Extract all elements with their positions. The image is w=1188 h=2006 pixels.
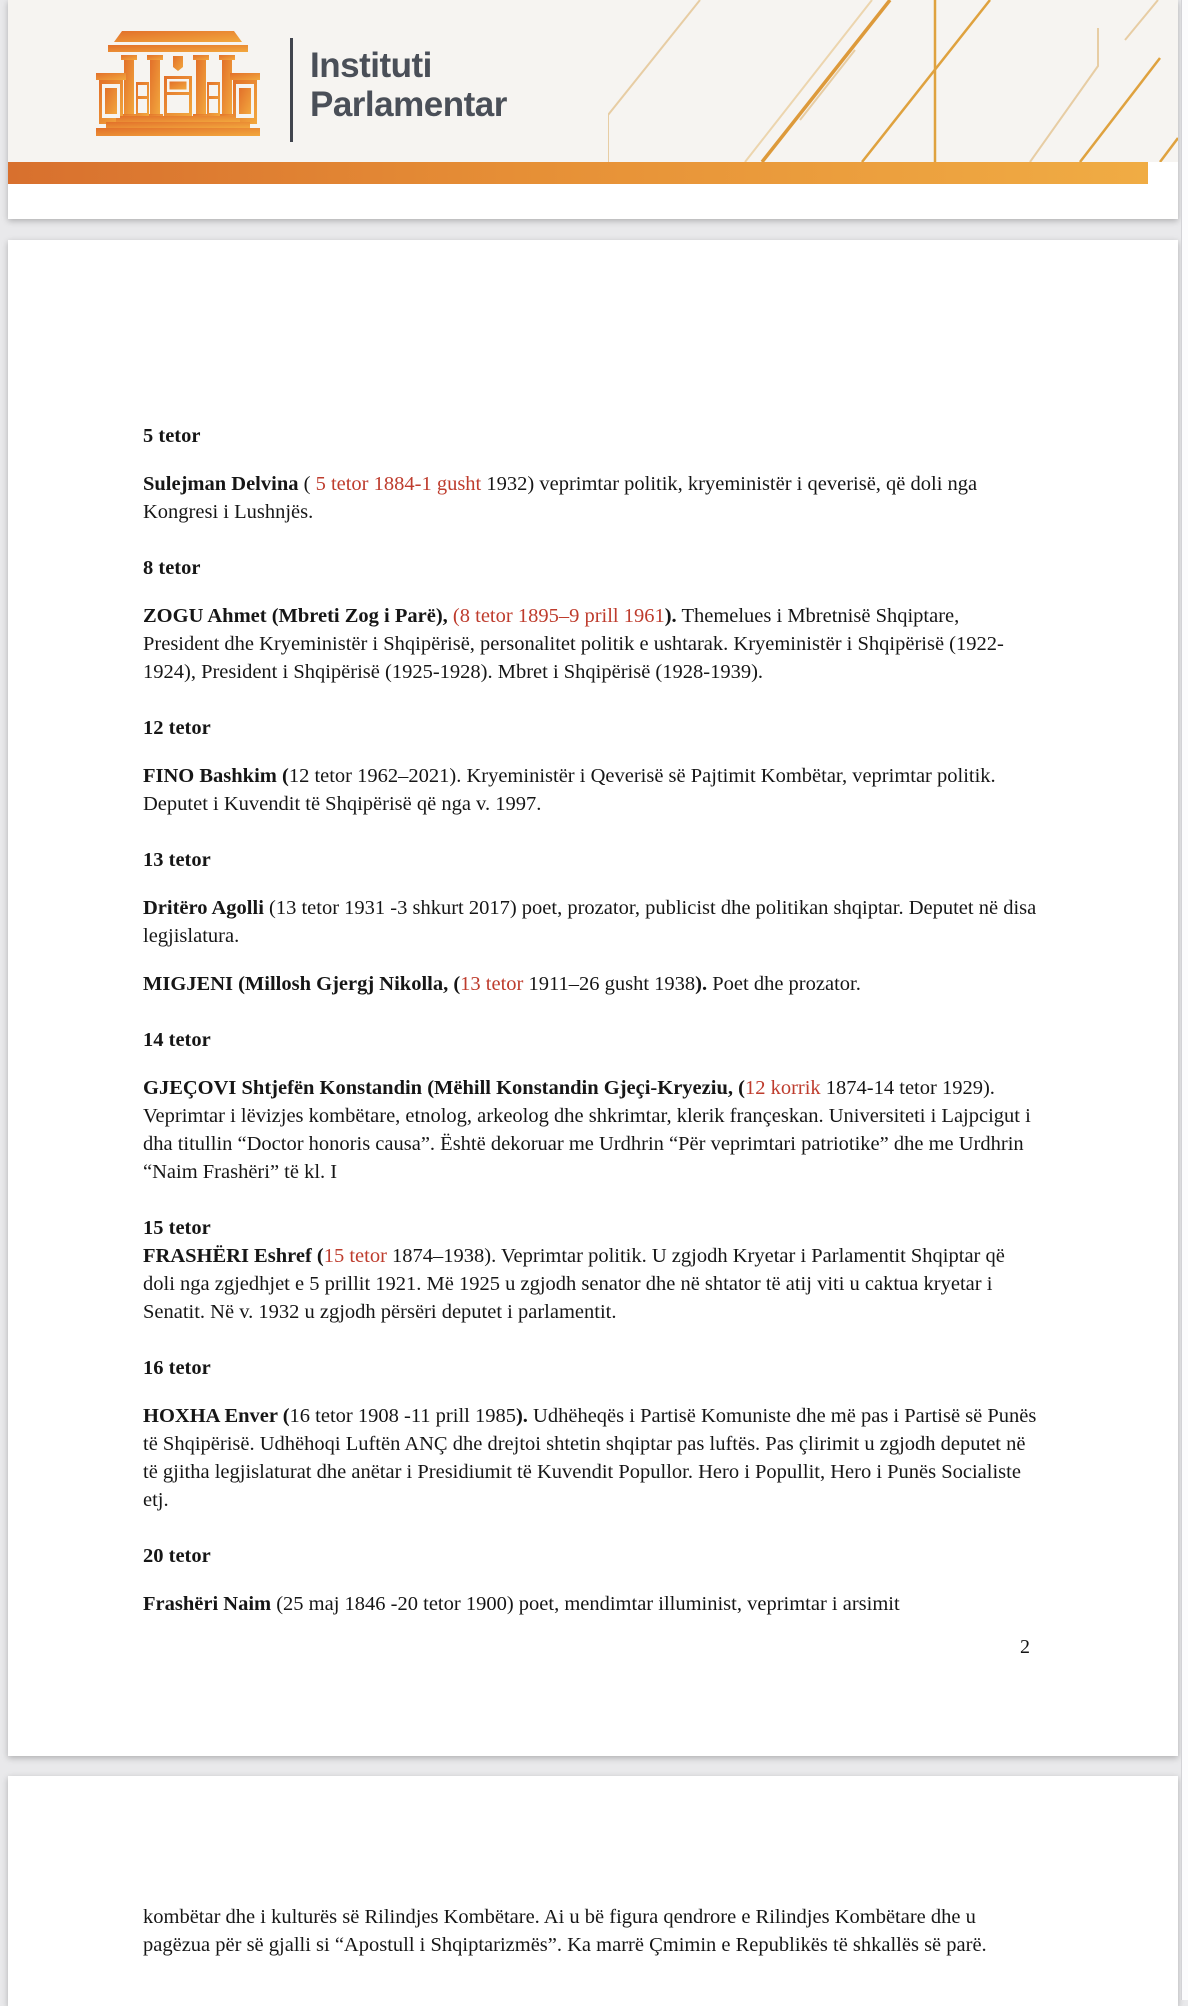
letterhead: [8, 0, 1178, 162]
text-segment: GJEÇOVI Shtjefën Konstandin (Mëhill Konstandin Gjeçi-Kryeziu, (: [143, 1077, 745, 1099]
text-segment: (: [303, 473, 316, 495]
text-segment: 13 tetor: [460, 973, 524, 995]
entry-paragraph: [143, 1074, 1038, 1186]
text-segment: FRASHËRI Eshref (: [143, 1245, 324, 1267]
page-number: 2: [1020, 1636, 1030, 1658]
entries-list: [8, 240, 1178, 1618]
text-segment: (8 tetor 1895–9 prill 1961: [452, 605, 665, 627]
page-3: [8, 1776, 1178, 2006]
date-heading: 15 tetor: [143, 1217, 211, 1239]
parliament-building-icon: [88, 26, 268, 142]
continuation-paragraph: kombëtar dhe i kulturës së Rilindjes Kombëtare. Ai u bë figura qendrore e Rilindjes Kombëtare dhe u pagëzua për së gjalli si “Apostull i Shqiptarizmës”. Ka marrë Çmimin e Republikës të shkallës së parë.: [143, 1905, 987, 1956]
entry-paragraph: [143, 470, 1038, 526]
brand-line-2: Parlamentar: [310, 85, 507, 124]
page-header: [8, 0, 1178, 219]
entry-paragraph: [143, 1590, 1038, 1618]
date-heading: 13 tetor: [143, 849, 211, 871]
header-accent-bar: [8, 162, 1148, 184]
text-segment: MIGJENI (Millosh Gjergj Nikolla, (: [143, 973, 461, 995]
text-segment: 1874–1938). Veprimtar politik. U zgjodh Kryetar i Parlamentit Shqiptar që doli nga zgjedhjet e 5 prillit 1921. Më 1925 u zgjodh senator dhe në shtator të atij viti u caktua kryetar i Senatit. Në v. 1932 u zgjodh përsëri deputet i parlamentit.: [143, 1245, 1005, 1323]
brand-wordmark: [310, 46, 507, 124]
entry-paragraph: [143, 894, 1038, 950]
text-segment: Sulejman Delvina: [143, 473, 304, 495]
date-heading: 20 tetor: [143, 1545, 211, 1567]
text-segment: 1932) veprimtar politik, kryeministër i qeverisë, që doli nga Kongresi i Lushnjës.: [143, 473, 978, 523]
text-segment: 12 korrik: [744, 1077, 821, 1099]
text-segment: ).: [695, 973, 708, 995]
text-segment: 1874-14 tetor 1929). Veprimtar i lëvizjes kombëtare, etnolog, arkeolog dhe shkrimtar, klerik françeskan. Universiteti i Lajpcigut i dha titullin “Doctor honoris causa”. Është dekoruar me Urdhrin “Për veprimtari patriotike” dhe me Urdhrin “Naim Frashëri” të kl. I: [143, 1077, 1031, 1183]
scrollbar-track[interactable]: [1181, 0, 1188, 2000]
entry-paragraph: [143, 602, 1038, 686]
date-heading: 5 tetor: [143, 425, 201, 447]
page-2: [8, 240, 1178, 1756]
decorative-lines-icon: [608, 0, 1178, 162]
text-segment: 1911–26 gusht 1938: [523, 973, 696, 995]
text-segment: 12 tetor 1962–2021). Kryeministër i Qeverisë së Pajtimit Kombëtar, veprimtar politik. Deputet i Kuvendit të Shqipërisë që nga v. 1997.: [143, 765, 996, 815]
text-segment: ).: [515, 1405, 528, 1427]
text-segment: Poet dhe prozator.: [707, 973, 861, 995]
date-heading: 12 tetor: [143, 717, 211, 739]
text-segment: Dritëro Agolli: [143, 897, 270, 919]
brand-divider: [290, 38, 293, 142]
text-segment: (13 tetor 1931 -3 shkurt 2017) poet, prozator, publicist dhe politikan shqiptar. Deputet në disa legjislatura.: [143, 897, 1037, 947]
text-segment: Frashëri Naim: [143, 1593, 277, 1615]
entry-paragraph: [143, 1242, 1038, 1326]
text-segment: (25 maj 1846 -20 tetor 1900) poet, mendimtar illuminist, veprimtar i arsimit: [276, 1593, 900, 1615]
entry-paragraph: [143, 762, 1038, 818]
text-segment: ZOGU Ahmet (Mbreti Zog i Parë),: [143, 605, 453, 627]
text-segment: 15 tetor: [323, 1245, 387, 1267]
text-segment: Themelues i Mbretnisë Shqiptare, President dhe Kryeministër i Shqipërisë, personalitet politik e ushtarak. Kryeministër i Shqipërisë (1922-1924), President i Shqipërisë (1925-1928). Mbret i Shqipërisë (1928-1939).: [143, 605, 1004, 683]
text-segment: HOXHA Enver (: [143, 1405, 290, 1427]
text-segment: 16 tetor 1908 -11 prill 1985: [289, 1405, 516, 1427]
text-segment: FINO Bashkim (: [143, 765, 289, 787]
date-heading: 8 tetor: [143, 557, 201, 579]
brand-line-1: Instituti: [310, 46, 432, 85]
text-segment: Udhëheqës i Partisë Komuniste dhe më pas i Partisë së Punës të Shqipërisë. Udhëhoqi Luftën ANÇ dhe drejtoi shtetin shqiptar pas luftës. Pas çlirimit u zgjodh deputet në të gjitha legjislaturat dhe anëtar i Presidiumit të Kuvendit Popullor. Hero i Popullit, Hero i Punës Socialiste etj.: [143, 1405, 1037, 1511]
text-segment: 5 tetor 1884-1 gusht: [315, 473, 482, 495]
date-heading: 16 tetor: [143, 1357, 211, 1379]
entry-paragraph: [143, 970, 1038, 998]
entry-paragraph: [143, 1402, 1038, 1514]
date-heading: 14 tetor: [143, 1029, 211, 1051]
text-segment: ).: [664, 605, 677, 627]
